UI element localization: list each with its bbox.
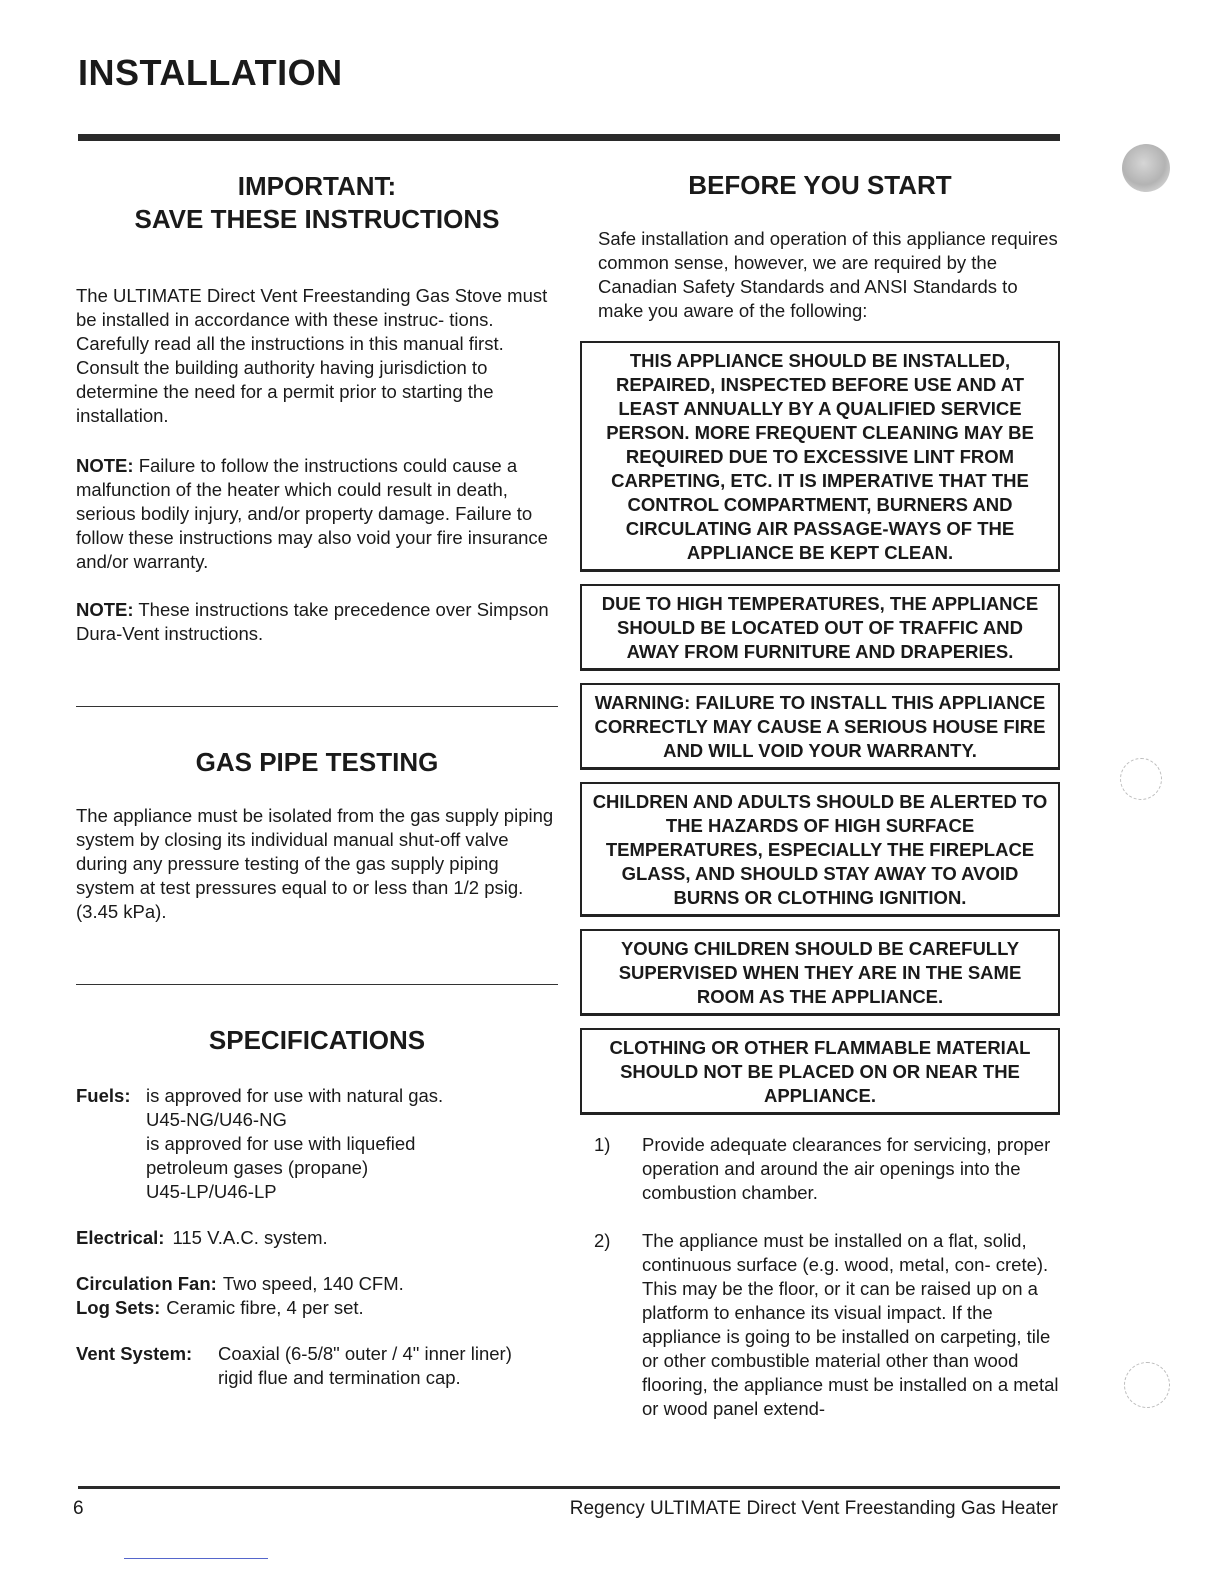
spec-vent-values [218, 1342, 512, 1390]
warning-box-supervise-children: YOUNG CHILDREN SHOULD BE CAREFULLY SUPERVISED WHEN THEY ARE IN THE SAME ROOM AS THE APPLIANCE. [580, 929, 1060, 1016]
page-title: INSTALLATION [78, 52, 343, 93]
warning-box-qualified-service: THIS APPLIANCE SHOULD BE INSTALLED, REPAIRED, INSPECTED BEFORE USE AND AT LEAST ANNUALLY BY A QUALIFIED SERVICE PERSON. MORE FREQUENT CLEANING MAY BE REQUIRED DUE TO EXCESSIVE LINT FROM CARPETING, ETC. IT IS IMPERATIVE THAT THE CONTROL COMPARTMENT, BURNERS AND CIRCULATING AIR PASSAGE-WAYS OF THE APPLIANCE BE KEPT CLEAN. [580, 341, 1060, 572]
spec-fan-label: Circulation Fan: [76, 1273, 217, 1294]
important-paragraph: The ULTIMATE Direct Vent Freestanding Gas Stove must be installed in accordance with these instruc- tions. Carefully read all the instructions in this manual first. Consult the building authority having jurisdiction to determine the need for a permit prior to starting the installation. [76, 285, 548, 426]
spec-logs-value: Ceramic fibre, 4 per set. [166, 1297, 364, 1318]
note-precedence [76, 598, 558, 646]
spec-vent-system [76, 1342, 558, 1390]
left-column [76, 170, 558, 1390]
spec-electrical-label: Electrical: [76, 1227, 165, 1248]
warning-box-high-temperatures: DUE TO HIGH TEMPERATURES, THE APPLIANCE SHOULD BE LOCATED OUT OF TRAFFIC AND AWAY FROM FURNITURE AND DRAPERIES. [580, 584, 1060, 671]
punch-hole-outline [1124, 1362, 1170, 1408]
spec-fuels-line: is approved for use with liquefied [146, 1133, 416, 1154]
note-label: NOTE: [76, 455, 134, 476]
spec-fuels-line: U45-NG/U46-NG [146, 1109, 287, 1130]
gas-pipe-testing-paragraph: The appliance must be isolated from the gas supply piping system by closing its individual manual shut-off valve during any pressure testing of the gas supply piping system at test pressures equal to or less than 1/2 psig. (3.45 kPa). [76, 805, 554, 922]
step-number: 2) [594, 1230, 611, 1251]
warning-box-hot-surfaces: CHILDREN AND ADULTS SHOULD BE ALERTED TO THE HAZARDS OF HIGH SURFACE TEMPERATURES, ESPECIALLY THE FIREPLACE GLASS, AND SHOULD STAY AWAY TO AVOID BURNS OR CLOTHING IGNITION. [580, 782, 1060, 917]
spec-fuels-values [146, 1084, 443, 1204]
bottom-divider [78, 1486, 1060, 1489]
spec-electrical-value: 115 V.A.C. system. [172, 1227, 328, 1248]
spec-vent-label: Vent System: [76, 1343, 193, 1364]
spec-list [76, 1084, 558, 1390]
note-failure [76, 454, 558, 574]
warning-box-improper-install: WARNING: FAILURE TO INSTALL THIS APPLIANCE CORRECTLY MAY CAUSE A SERIOUS HOUSE FIRE AND WILL VOID YOUR WARRANTY. [580, 683, 1060, 770]
specifications-heading: SPECIFICATIONS [208, 1025, 426, 1055]
note-text: Failure to follow the instructions could cause a malfunction of the heater which could result in death, serious bodily injury, and/or property damage. Failure to follow these instructions may also void your fire insurance and/or warranty. [76, 455, 548, 572]
spec-fuels-label: Fuels: [76, 1085, 131, 1106]
spec-vent-line: rigid flue and termination cap. [218, 1367, 461, 1388]
punch-hole-mark [1122, 144, 1170, 192]
list-item [580, 1229, 1060, 1421]
spec-fuels [76, 1084, 558, 1204]
section-divider [76, 984, 558, 985]
step-text: Provide adequate clearances for servicing, proper operation and around the air openings into the combustion chamber. [642, 1134, 1051, 1203]
before-you-start-heading: BEFORE YOU START [688, 170, 952, 200]
spec-fuels-line: petroleum gases (propane) [146, 1157, 369, 1178]
note-label: NOTE: [76, 599, 134, 620]
note-text: These instructions take precedence over Simpson Dura-Vent instructions. [76, 599, 549, 644]
spec-logs-label: Log Sets: [76, 1297, 161, 1318]
page-number: 6 [73, 1498, 84, 1519]
spec-fuels-line: is approved for use with natural gas. [146, 1085, 444, 1106]
important-heading-line1: IMPORTANT: [237, 171, 397, 201]
spec-log-sets [76, 1296, 558, 1320]
footer-title: Regency ULTIMATE Direct Vent Freestanding Gas Heater [569, 1498, 1058, 1519]
warning-box-flammable-material: CLOTHING OR OTHER FLAMMABLE MATERIAL SHOULD NOT BE PLACED ON OR NEAR THE APPLIANCE. [580, 1028, 1060, 1115]
spec-fuels-line: U45-LP/U46-LP [146, 1181, 277, 1202]
spec-electrical [76, 1226, 558, 1250]
warning-list [580, 341, 1060, 1115]
step-text: The appliance must be installed on a flat, solid, continuous surface (e.g. wood, metal, con- crete). This may be the floor, or it can be raised up on a platform to enhance its visual impact. If the appliance is going to be installed on carpeting, tile or other combustible material other than wood flooring, the appliance must be installed on a metal or wood panel extend- [642, 1230, 1059, 1419]
spec-fan-value: Two speed, 140 CFM. [222, 1273, 404, 1294]
right-column [580, 170, 1060, 1421]
spec-vent-line: Coaxial (6-5/8" outer / 4" inner liner) [218, 1343, 512, 1364]
before-you-start-intro: Safe installation and operation of this appliance requires common sense, however, we are required by the Canadian Safety Standards and ANSI Standards to make you aware of the following: [598, 228, 1058, 321]
top-divider [78, 134, 1060, 141]
scan-edge-line [124, 1558, 268, 1559]
punch-hole-outline [1120, 758, 1162, 800]
important-heading [76, 170, 558, 236]
list-item [580, 1133, 1060, 1205]
section-divider [76, 706, 558, 707]
step-number: 1) [594, 1134, 611, 1155]
installation-steps [580, 1133, 1060, 1421]
spec-circulation-fan [76, 1272, 558, 1296]
gas-pipe-testing-heading: GAS PIPE TESTING [195, 747, 439, 777]
important-heading-line2: SAVE THESE INSTRUCTIONS [134, 204, 500, 234]
